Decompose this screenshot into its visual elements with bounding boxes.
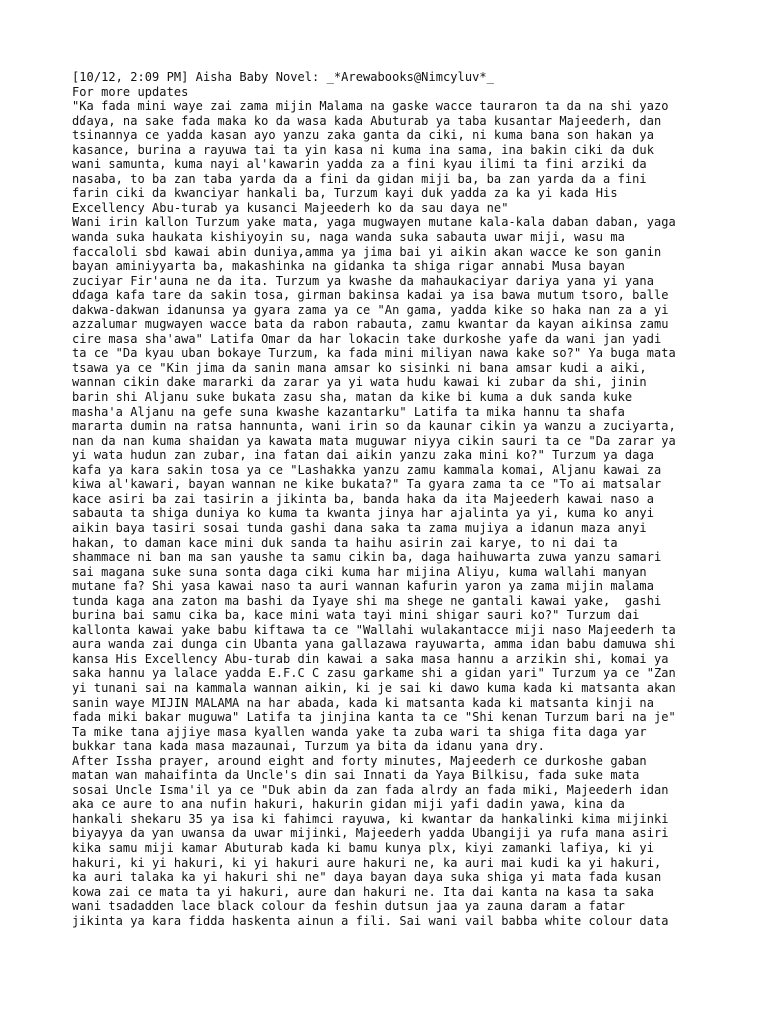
document-line: masha'a Aljanu na gefe suna kwashe kazantarku" Latifa ta mika hannu ta shafa [72, 404, 625, 419]
document-line: matan wan mahaifinta da Uncle's din sai Innati da Yaya Bilkisu, fada suke mata [72, 768, 640, 783]
document-line: aikin baya tasiri sosai tunda gashi dana saka ta zama mujiya a idanun maza anyi [72, 520, 647, 535]
document-line: tsawa ya ce "Kin jima da sanin mana amsar ko sisinki ni bana amsar kudi a aiki, [72, 360, 647, 375]
document-line: kansa His Excellency Abu-turab din kawai a saka masa hannu a arzikin shi, komai ya [72, 651, 669, 666]
document-line: jikinta ya kara fidda haskenta ainun a fili. Sai wani vail babba white colour data [72, 913, 669, 928]
document-line: ta ce "Da kyau uban bokaye Turzum, ka fada mini miliyan nawa kake so?" Ya buga mata [72, 346, 676, 361]
document-line: dɗaya, na sake fada maka ko da wasa kada Abuturab ya taba kusantar Majeederh, dan [72, 113, 662, 128]
document-line: hakan, to daman kace mini duk sanda ta haihu asirin zai karye, to ni dai ta [72, 535, 618, 550]
document-line: tunda kaga ana zaton ma bashi da Iyaye shi ma shege ne gantali kawai yake, gashi [72, 593, 662, 608]
document-line: yi tunani sai na kammala wannan aikin, ki je sai ki dawo kuma kada ki matsanta akan [72, 680, 676, 695]
document-line: Ta mike tana ajjiye masa kyallen wanda yake ta zuba wari ta shiga fita daga ƴar [72, 724, 647, 739]
document-line: wani tsadadden lace black colour da feshin dutsun jaa ya zauna daram a fatar [72, 899, 625, 914]
document-line: dakwa-dakwan idanunsa ya gyara zama ya ce "An gama, yadda kike so haka nan za a yi [72, 302, 669, 317]
document-line: aka ce aure to ana nufin hakuri, hakurin gidan miji yafi dadin yawa, kina da [72, 797, 625, 812]
document-line: saka hannu ya lalace yadda E.F.C C zasu garkame shi a gidan yari" Turzum ya ce "Zan [72, 666, 676, 681]
document-line: kafa ya kara sakin tosa ya ce "Lashakka yanzu zamu kammala komai, Aljanu kawai za [72, 462, 662, 477]
document-line: barin shi Aljanu suke bukata zasu sha, matan da kike bi kuma a duk sanda kuke [72, 390, 633, 405]
document-line: kace asiri ba zai tasirin a jikinta ba, banda haka da ita Majeederh kawai naso a [72, 491, 654, 506]
document-line: "Ka fada mini waye zai zama mijin Malama na gaske wacce tauraron ta da na shi yazo [72, 99, 669, 114]
document-line: nan da nan kuma shaidan ya kawata mata muguwar niyya cikin sauri ta ce "Da zarar ya [72, 433, 676, 448]
document-line: hakuri, ki yi hakuri, ki yi hakuri aure hakuri ne, ka auri mai kudi ka yi hakuri, [72, 855, 662, 870]
document-line: fada miki bakar muguwa" Latifa ta jinjina kanta ta ce "Shi kenan Turzum bari na je" [72, 710, 676, 725]
document-line: bukkar tana kada masa mazaunai, Turzum ya bita da idanu yana dry. [72, 739, 545, 754]
document-line: After Issha prayer, around eight and forty minutes, Majeederh ce durkoshe gaban [72, 753, 647, 768]
document-line: sanin waye MIJIN MALAMA na har abada, kada ki matsanta kada ki matsanta kinji na [72, 695, 654, 710]
document-line: shammace ni ban ma san yaushe ta samu cikin ba, daga haihuwarta zuwa yanzu samari [72, 550, 662, 565]
document-line: wanda suka haukata kishiyoyin su, naga wanda suka sabauta uwar miji, wasu ma [72, 230, 625, 245]
document-line: tsinannya ce yadda kasan ayo yanzu zaka ganta da ciki, ni kuma bana son hakan ya [72, 128, 654, 143]
document-line: kika samu miji kamar Abuturab kada ki bamu kunya plx, kiyi zamanki lafiya, ki yi [72, 840, 654, 855]
document-line: ka auri talaka ka yi hakuri shi ne" daya bayan daya suka shiga yi mata fada kusan [72, 870, 662, 885]
document-body [72, 70, 732, 928]
document-line: nasaba, to ba zan taba yarda da a fini da gidan miji ba, ba zan yarda da a fini [72, 171, 647, 186]
document-line: yi wata hudun zan zubar, ina fatan dai aikin yanzu zaka mini ko?" Turzum ya daga [72, 448, 654, 463]
document-line: hankali shekaru 35 ya isa ki fahimci rayuwa, ki kwantar da hankalinki kima mijinki [72, 811, 669, 826]
document-line: Excellency Abu-turab ya kusanci Majeederh ko da sau daya ne" [72, 200, 509, 215]
document-line: kowa zai ce mata ta yi hakuri, aure dan hakuri ne. Ita dai kanta na kasa ta saka [72, 884, 654, 899]
document-line: azzalumar mugwayen wacce bata da rabon rabauta, zamu kwantar da kayan aikinsa zamu [72, 317, 669, 332]
document-line: [10/12, 2:09 PM] Aisha Baby Novel: _*Arewabooks@Nimcyluv*_ [72, 70, 494, 84]
document-line: kiwa al'kawari, bayan wannan ne kike bukata?" Ta gyara zama ta ce "To ai matsalar [72, 477, 662, 492]
document-line: sosai Uncle Isma'il ya ce "Duk abin da zan fada alrdy an fada miki, Majeederh idan [72, 782, 669, 797]
document-line: Wani irin kallon Turzum yake mata, yaga mugwayen mutane kala-kala daban daban, yaga [72, 215, 676, 230]
document-line: kallonta kawai yake babu kiftawa ta ce "Wallahi wulakantacce miji naso Majeederh ta [72, 622, 676, 637]
document-line: mararta dumin na ratsa hannunta, wani irin so da kaunar cikin ya wanzu a zuciyarta, [72, 419, 676, 434]
document-line: For more updates [72, 84, 189, 99]
document-line: cire masa sha'awa" Latifa Omar da har lokacin take durkoshe yafe da wani jan yadi [72, 331, 662, 346]
document-line: farin ciki da kwanciyar hankali ba, Turzum kayi duk yadda za ka yi kada His [72, 186, 618, 201]
document-page [72, 70, 732, 928]
document-line: dɗaga kafa tare da sakin tosa, girman bakinsa kadai ya isa bawa mutum tsoro, balle [72, 288, 669, 303]
document-line: wannan cikin dake mararki da zarar ya yi wata hudu kawai ki zubar da shi, jinin [72, 375, 647, 390]
document-line: aura wanda zai dunga cin Ubanta yana gallazawa rayuwarta, amma idan babu damuwa shi [72, 637, 676, 652]
document-line: biyayya da ƴan uwansa da uwar mijinki, Majeederh yadda Ubangiji ya rufa mana asiri [72, 826, 669, 841]
document-line: faccaloli sbd kawai abin duniya,amma ya jima bai yi aikin akan wacce ke son ganin [72, 244, 662, 259]
document-line: wani samunta, kuma nayi al'kawarin yadda za a fini kyau ilimi ta fini arziki da [72, 157, 647, 172]
document-line: zuciyar Fir'auna ne da ita. Turzum ya kwashe da mahaukaciyar dariya yana yi yana [72, 273, 654, 288]
document-line: bayan aminiyyarta ba, makashinka na gidanka ta shiga rigar annabi Musa bayan [72, 259, 625, 274]
document-line: kasance, burina a rayuwa tai ta yin kasa ni kuma ina sama, ina bakin ciki da duk [72, 142, 654, 157]
document-line: mutane fa? Shi yasa kawai naso ta auri wannan kafurin yaron ya zama mijin malama [72, 579, 654, 594]
document-line: burina bai samu cika ba, kace mini wata tayi mini shigar sauri ko?" Turzum dai [72, 608, 640, 623]
document-line: sabauta ta shiga duniya ko kuma ta kwanta jinya har ajalinta ya yi, kuma ko anyi [72, 506, 654, 521]
document-line: sai magana suke suna sonta daga ciki kuma har mijina Aliyu, kuma wallahi manyan [72, 564, 647, 579]
